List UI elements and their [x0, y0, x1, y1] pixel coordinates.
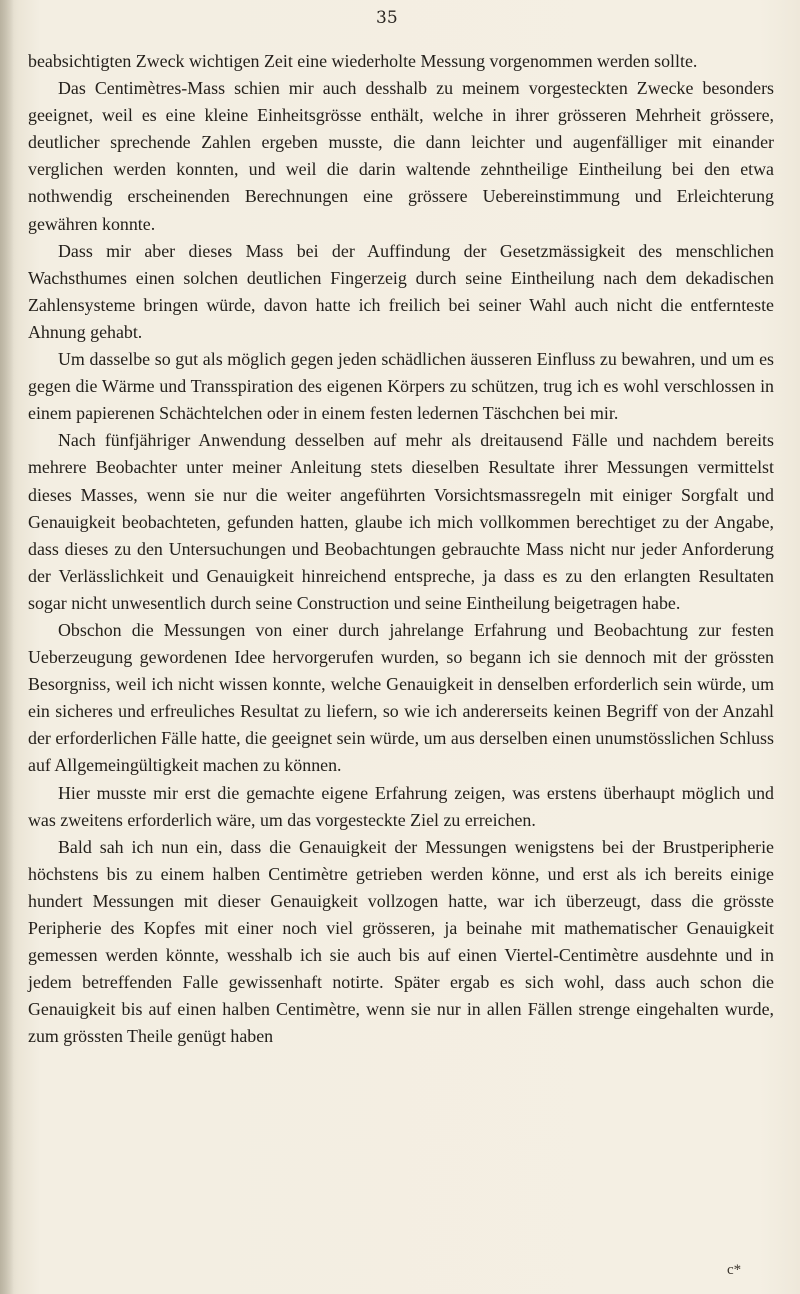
paragraph-3: Dass mir aber dieses Mass bei der Auffindung der Gesetzmässigkeit des menschlichen Wachsthumes einen solchen deutlichen Fingerzeig durch seine Eintheilung nach dem dekadischen Zahlensysteme bringen würde, davon hatte ich freilich bei seiner Wahl auch nicht die entfernteste Ahnung gehabt.: [28, 240, 774, 342]
paragraph-6: Obschon die Messungen von einer durch jahrelange Erfahrung und Beobachtung zur festen Ueberzeugung gewordenen Idee hervorgerufen wurden, so begann ich sie dennoch mit der grössten Besorgniss, weil ich nicht wissen konnte, welche Genauigkeit in denselben erforderlich sein würde, um ein sicheres und erfreuliches Resultat zu liefern, so wie ich andererseits keinen Begriff von der Anzahl der erforderlichen Fälle hatte, die geeignet sein würde, um aus derselben einen unumstösslichen Schluss auf Allgemeingültigkeit machen zu können.: [28, 619, 774, 776]
paragraph-8: Bald sah ich nun ein, dass die Genauigkeit der Messungen wenigstens bei der Brustperipherie höchstens bis zu einem halben Centimètre getrieben werden könne, und erst als ich bereits einige hundert Messungen mit dieser Genauigkeit vollzogen hatte, war ich überzeugt, dass die grösste Peripherie des Kopfes mit einer noch viel grösseren, ja beinahe mit mathematischer Genauigkeit gemessen werden könnte, wesshalb ich sie auch bis auf einen Viertel-Centimètre ausdehnte und in jedem betreffenden Falle gewissenhaft notirte. Später ergab es sich wohl, dass auch schon die Genauigkeit bis auf einen halben Centimètre, wenn sie nur in allen Fällen strenge eingehalten wurde, zum grössten Theile genügt haben: [28, 836, 774, 1047]
page-number: 35: [376, 8, 398, 28]
paragraph-4: Um dasselbe so gut als möglich gegen jeden schädlichen äusseren Einfluss zu bewahren, und um es gegen die Wärme und Transspiration des eigenen Körpers zu schützen, trug ich es wohl verschlossen in einem papierenen Schächtelchen oder in einem festen ledernen Täschchen bei mir.: [28, 349, 774, 424]
paragraph-5: Nach fünfjähriger Anwendung desselben auf mehr als dreitausend Fälle und nachdem bereits mehrere Beobachter unter meiner Anleitung stets dieselben Resultate ihrer Messungen vermittelst dieses Masses, wenn sie nur die weiter angeführten Vorsichtsmassregeln mit einiger Sorgfalt und Genauigkeit beobachteten, gefunden hatten, glaube ich mich vollkommen berechtiget zu der Angabe, dass dieses zu den Untersuchungen und Beobachtungen gebrauchte Mass nicht nur jeder Anforderung der Verlässlichkeit und Genauigkeit hinreichend entspreche, ja dass es zu den erlangten Resultaten sogar nicht unwesentlich durch seine Construction und seine Eintheilung beigetragen habe.: [28, 430, 774, 613]
page-gutter-shadow: [0, 0, 14, 1294]
paragraph-7: Hier musste mir erst die gemachte eigene Erfahrung zeigen, was erstens überhaupt möglich und was zweitens erforderlich wäre, um das vorgesteckte Ziel zu erreichen.: [28, 782, 774, 830]
paragraph-2: Das Centimètres-Mass schien mir auch desshalb zu meinem vorgesteckten Zwecke besonders geeignet, weil es eine kleine Einheitsgrösse enthält, welche in ihrer grösseren Mehrheit grössere, deutlicher sprechende Zahlen ergeben musste, die dann leichter und augenfälliger mit einander verglichen werden konnten, und weil die darin waltende zehntheilige Eintheilung bei den etwa nothwendig erscheinenden Berechnungen eine grössere Uebereinstimmung und Erleichterung gewähren konnte.: [28, 78, 774, 234]
signature-mark: c*: [727, 1262, 742, 1278]
body-text: [28, 48, 774, 1050]
paragraph-1: beabsichtigten Zweck wichtigen Zeit eine wiederholte Messung vorgenommen werden sollte.: [28, 51, 698, 71]
